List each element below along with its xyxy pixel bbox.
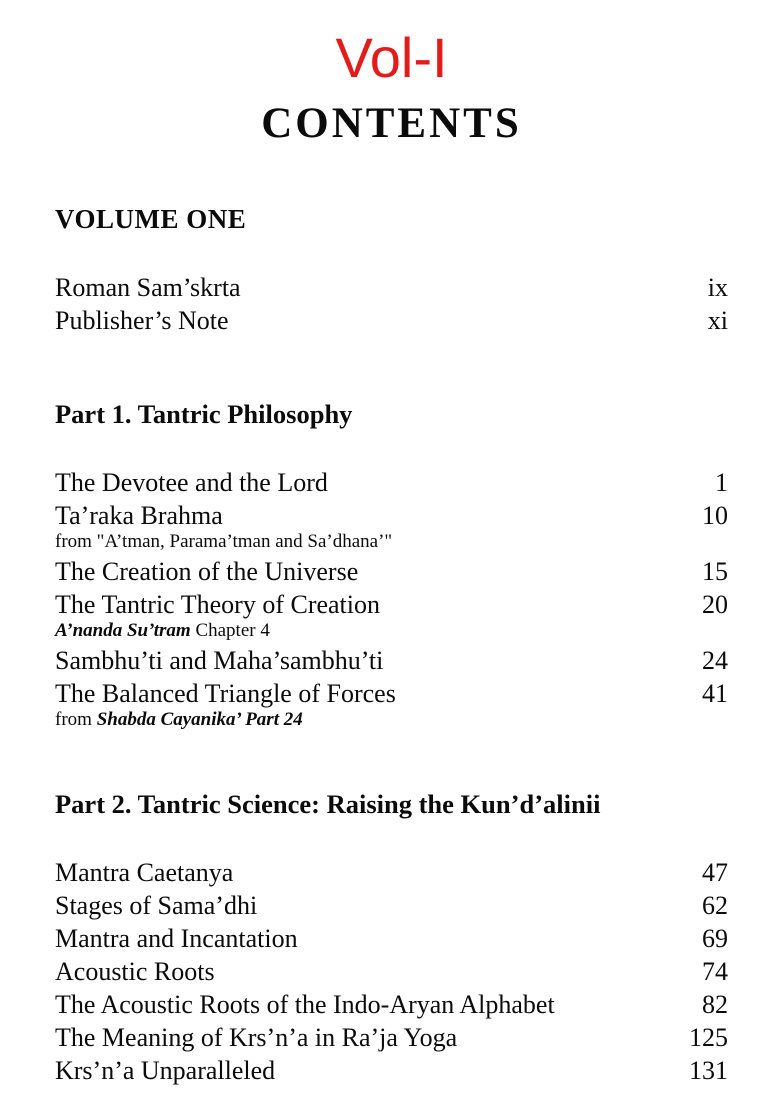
- toc-entry-title: Roman Sam’skrta: [55, 273, 241, 303]
- toc-entry: [55, 988, 728, 1021]
- toc-entry: [55, 856, 728, 889]
- volume-label: Vol-I: [335, 26, 448, 89]
- part-2-entry-list: [55, 856, 728, 1087]
- toc-entry: [55, 1021, 728, 1054]
- toc-entry-page: ix: [707, 273, 728, 303]
- front-matter-list: [55, 271, 728, 337]
- toc-entry-page: xi: [707, 306, 728, 336]
- toc-entry-title: The Tantric Theory of Creation: [55, 590, 380, 620]
- toc-entry-title: The Acoustic Roots of the Indo-Aryan Alphabet: [55, 990, 555, 1020]
- part-1-entry-list: [55, 466, 728, 733]
- toc-entry-page: 82: [702, 990, 728, 1020]
- toc-entry: [55, 466, 728, 499]
- toc-entry: [55, 644, 728, 677]
- toc-entry-page: 47: [702, 858, 728, 888]
- toc-entry: [55, 677, 728, 710]
- toc-entry-title: Krs’n’a Unparalleled: [55, 1056, 276, 1086]
- section-heading-volume-one: VOLUME ONE: [55, 204, 247, 235]
- toc-entry-page: 20: [702, 590, 728, 620]
- toc-entry-page: 15: [702, 557, 728, 587]
- toc-entry-page: 74: [702, 957, 728, 987]
- toc-entry-title: Acoustic Roots: [55, 957, 215, 987]
- toc-entry-page: 1: [715, 468, 728, 498]
- toc-entry-title: Mantra and Incantation: [55, 924, 298, 954]
- toc-entry: [55, 555, 728, 588]
- part-1-heading: Part 1. Tantric Philosophy: [55, 399, 353, 430]
- toc-entry-title: Sambhu’ti and Maha’sambhu’ti: [55, 646, 384, 676]
- toc-entry-title: The Meaning of Krs’n’a in Ra’ja Yoga: [55, 1023, 458, 1053]
- toc-entry-page: 125: [689, 1023, 728, 1053]
- toc-entry-subtitle: from Shabda Cayanika’ Part 24: [55, 709, 303, 731]
- toc-entry: [55, 588, 728, 621]
- toc-entry: [55, 1054, 728, 1087]
- toc-entry-title: The Balanced Triangle of Forces: [55, 679, 396, 709]
- toc-entry: [55, 499, 728, 532]
- toc-entry-page: 62: [702, 891, 728, 921]
- part-2-heading: Part 2. Tantric Science: Raising the Kun’d’alinii: [55, 789, 601, 820]
- toc-entry-subtitle: from "A’tman, Parama’tman and Sa’dhana’": [55, 531, 393, 553]
- toc-entry: [55, 889, 728, 922]
- toc-entry-title: Mantra Caetanya: [55, 858, 234, 888]
- toc-entry: [55, 922, 728, 955]
- toc-entry-title: The Creation of the Universe: [55, 557, 359, 587]
- toc-entry: [55, 955, 728, 988]
- toc-entry-page: 10: [702, 501, 728, 531]
- toc-entry-title: The Devotee and the Lord: [55, 468, 328, 498]
- toc-entry-page: 131: [689, 1056, 728, 1086]
- toc-entry: [55, 271, 728, 304]
- toc-entry: [55, 304, 728, 337]
- toc-entry-page: 69: [702, 924, 728, 954]
- toc-entry-title: Publisher’s Note: [55, 306, 229, 336]
- toc-entry-subtitle: A’nanda Su’tram Chapter 4: [55, 620, 270, 642]
- page-title: CONTENTS: [261, 100, 522, 147]
- toc-entry-page: 41: [702, 679, 728, 709]
- toc-entry-page: 24: [702, 646, 728, 676]
- toc-entry-title: Stages of Sama’dhi: [55, 891, 258, 921]
- toc-entry-title: Ta’raka Brahma: [55, 501, 223, 531]
